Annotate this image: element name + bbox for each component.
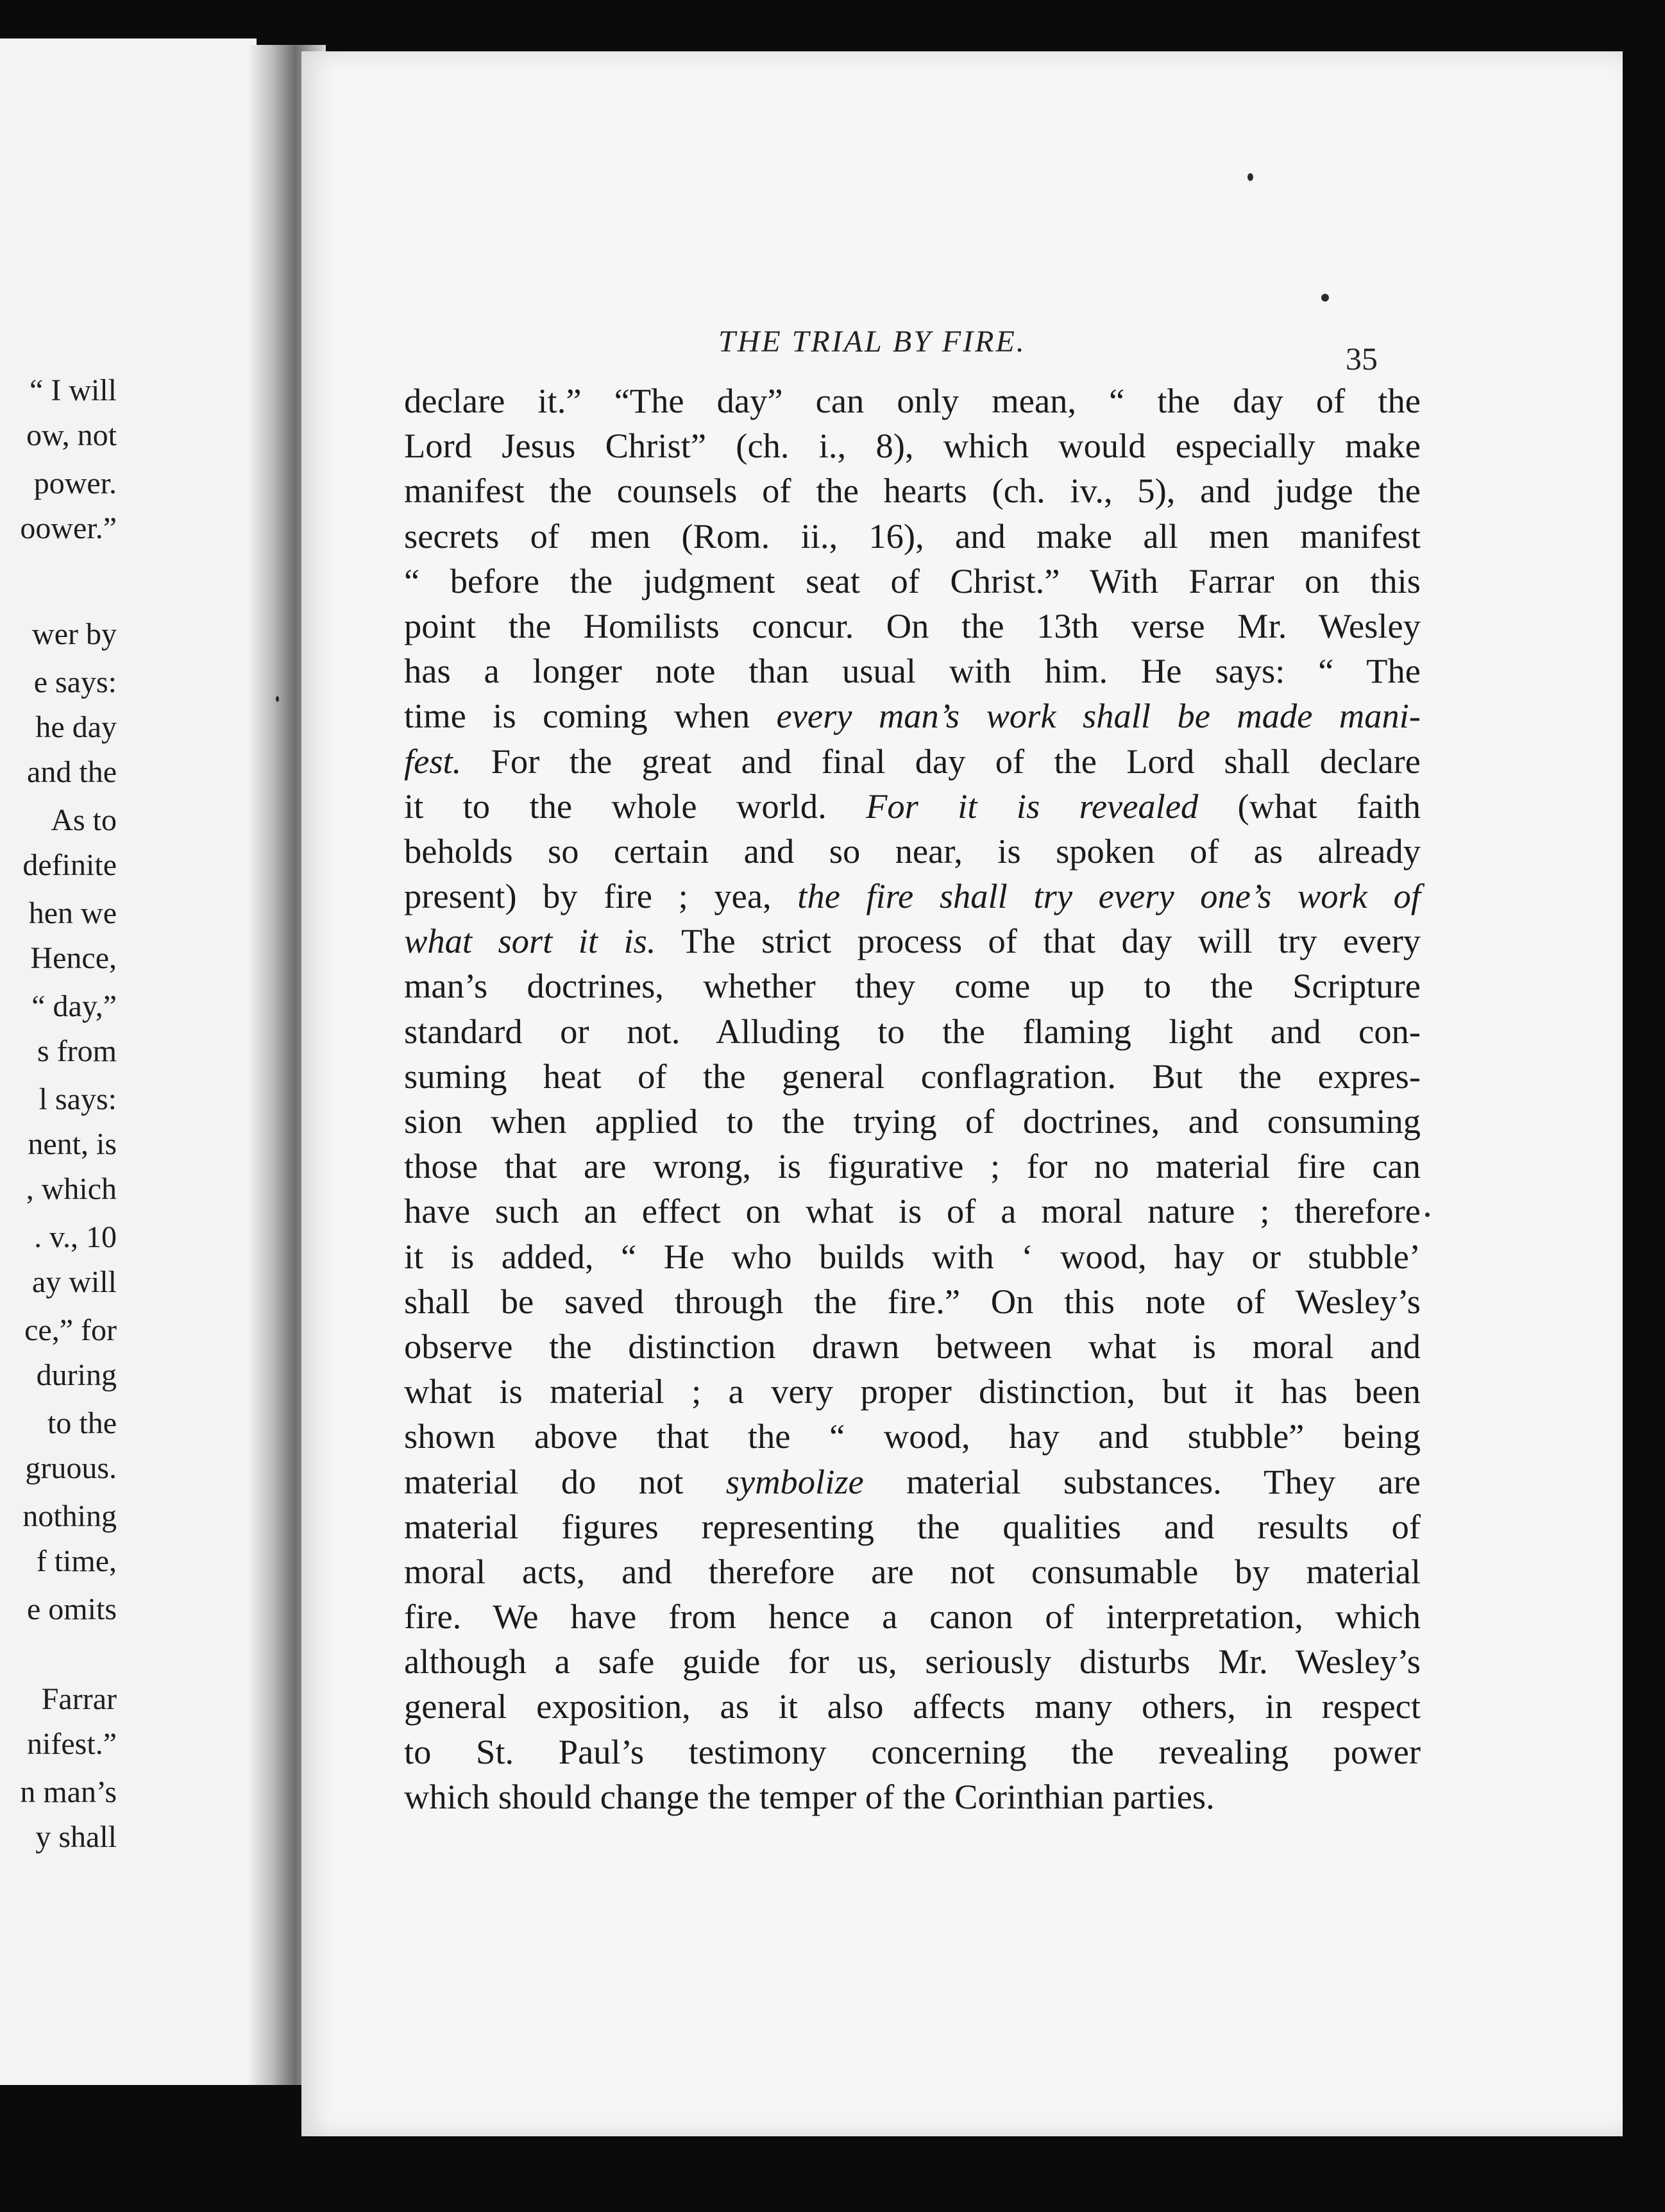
text-span: time is coming when — [404, 696, 777, 736]
left-page-line: ow, not — [26, 418, 117, 452]
running-head: THE TRIAL BY FIRE. — [718, 325, 1026, 359]
body-line — [404, 649, 1421, 693]
body-line — [404, 1684, 1421, 1729]
body-line — [404, 739, 1421, 784]
text-span: it to the whole world. — [404, 786, 866, 826]
scan-speck — [276, 696, 279, 702]
text-span: beholds so certain and so near, is spoken of as already — [404, 831, 1421, 871]
body-line — [404, 514, 1421, 559]
text-span: secrets of men (Rom. ii., 16), and make all men manifest — [404, 516, 1421, 556]
left-page-line: s from — [37, 1034, 117, 1068]
body-line — [404, 1234, 1421, 1279]
body-line — [404, 919, 1421, 964]
left-page-line: to the — [47, 1406, 117, 1440]
text-span: have such an effect on what is of a moral nature ; therefore — [404, 1191, 1421, 1231]
left-page-line: Farrar — [41, 1682, 117, 1716]
left-page-line: and the — [27, 755, 117, 789]
text-span: those that are wrong, is figurative ; for no material fire can — [404, 1146, 1421, 1186]
left-page-line: . v., 10 — [34, 1220, 117, 1254]
left-page-line: power. — [33, 466, 117, 500]
italic-span: fest. — [404, 741, 462, 781]
body-line — [404, 829, 1421, 874]
page-number: 35 — [1346, 341, 1378, 377]
text-span: to St. Paul’s testimony concerning the revealing power — [404, 1731, 1421, 1771]
body-line — [404, 559, 1421, 604]
left-page-line: he day — [35, 710, 117, 744]
italic-span: what sort it is. — [404, 921, 656, 961]
body-line — [404, 1009, 1421, 1054]
body-line — [404, 1144, 1421, 1189]
text-span: “ before the judgment seat of Christ.” With Farrar on this — [404, 561, 1421, 600]
body-line — [404, 1324, 1421, 1369]
left-page-line: nent, is — [28, 1127, 117, 1161]
body-line — [404, 1774, 1421, 1819]
text-span: shall be saved through the fire.” On this note of Wesley’s — [404, 1281, 1421, 1321]
body-line — [404, 1549, 1421, 1594]
scan-speck — [1247, 173, 1253, 181]
text-span: For the great and final day of the Lord shall declare — [461, 741, 1421, 781]
text-span: moral acts, and therefore are not consumable by material — [404, 1551, 1421, 1591]
text-span: man’s doctrines, whether they come up to the Scripture — [404, 966, 1421, 1006]
left-page-line: e omits — [27, 1592, 117, 1626]
text-span: general exposition, as it also affects many others, in respect — [404, 1687, 1421, 1726]
left-page-line: oower.” — [20, 511, 117, 545]
body-line — [404, 379, 1421, 423]
body-line — [404, 423, 1421, 468]
text-span: manifest the counsels of the hearts (ch. iv., 5), and judge the — [404, 471, 1421, 511]
left-page-line: “ I will — [30, 373, 117, 407]
body-line — [404, 784, 1421, 829]
left-page-line: hen we — [28, 896, 117, 930]
body-line — [404, 1279, 1421, 1324]
body-line — [404, 1730, 1421, 1774]
italic-span: the fire shall try every one’s work of — [797, 876, 1421, 916]
body-line — [404, 604, 1421, 649]
text-span: material do not — [404, 1461, 726, 1501]
scan-speck — [1425, 1212, 1430, 1217]
body-line — [404, 693, 1421, 738]
text-span: it is added, “ He who builds with ‘ wood, hay or stubble’ — [404, 1236, 1421, 1276]
text-span: suming heat of the general conflagration. But the expres- — [404, 1056, 1421, 1096]
body-line — [404, 1414, 1421, 1459]
body-line — [404, 964, 1421, 1008]
left-page-line: n man’s — [20, 1775, 117, 1809]
text-span: which should change the temper of the Corinthian parties. — [404, 1776, 1215, 1816]
italic-span: For it is revealed — [866, 786, 1199, 826]
left-page-line: ce,” for — [24, 1313, 117, 1347]
body-line — [404, 1459, 1421, 1504]
text-span: Lord Jesus Christ” (ch. i., 8), which would especially make — [404, 426, 1421, 466]
italic-span: every man’s work shall be made mani- — [776, 696, 1421, 736]
left-page-line: l says: — [38, 1082, 117, 1116]
body-line — [404, 468, 1421, 513]
text-span: present) by fire ; yea, — [404, 876, 798, 916]
left-page-line: gruous. — [25, 1451, 117, 1485]
left-page-line: during — [36, 1358, 117, 1392]
scan-speck — [1321, 294, 1329, 302]
left-page-line: Hence, — [30, 941, 117, 975]
text-span: fire. We have from hence a canon of interpretation, which — [404, 1597, 1421, 1637]
left-page-line: “ day,” — [31, 989, 117, 1023]
body-line — [404, 1189, 1421, 1234]
left-page-line: f time, — [36, 1544, 117, 1578]
italic-span: symbolize — [725, 1461, 864, 1501]
left-page-line: , which — [26, 1172, 117, 1206]
text-span: material figures representing the qualities and results of — [404, 1506, 1421, 1546]
left-page-line: nothing — [22, 1499, 117, 1533]
body-line — [404, 1639, 1421, 1684]
text-span: what is material ; a very proper distinction, but it has been — [404, 1372, 1421, 1411]
text-span: shown above that the “ wood, hay and stubble” being — [404, 1417, 1421, 1456]
text-span: observe the distinction drawn between what is moral and — [404, 1326, 1421, 1366]
left-page-line: wer by — [32, 617, 117, 651]
left-page-line: nifest.” — [27, 1727, 117, 1761]
left-page-line: As to — [51, 803, 117, 837]
body-line — [404, 1369, 1421, 1414]
left-page-line: definite — [22, 848, 117, 882]
body-line — [404, 874, 1421, 919]
body-line — [404, 1099, 1421, 1144]
text-span: material substances. They are — [863, 1461, 1421, 1501]
text-span: standard or not. Alluding to the flaming light and con- — [404, 1011, 1421, 1051]
text-span: although a safe guide for us, seriously disturbs Mr. Wesley’s — [404, 1642, 1421, 1681]
text-span: (what faith — [1198, 786, 1421, 826]
text-span: has a longer note than usual with him. He says: “ The — [404, 651, 1421, 691]
left-page-line: e says: — [33, 665, 117, 699]
body-line — [404, 1054, 1421, 1099]
text-span: point the Homilists concur. On the 13th verse Mr. Wesley — [404, 606, 1421, 645]
text-span: sion when applied to the trying of doctrines, and consuming — [404, 1102, 1421, 1141]
text-span: declare it.” “The day” can only mean, “ the day of the — [404, 381, 1421, 420]
body-line — [404, 1594, 1421, 1639]
body-text — [404, 379, 1421, 1819]
body-line — [404, 1504, 1421, 1549]
left-page-line: ay will — [32, 1265, 117, 1299]
left-page-line: y shall — [35, 1820, 117, 1854]
text-span: The strict process of that day will try every — [655, 921, 1421, 961]
